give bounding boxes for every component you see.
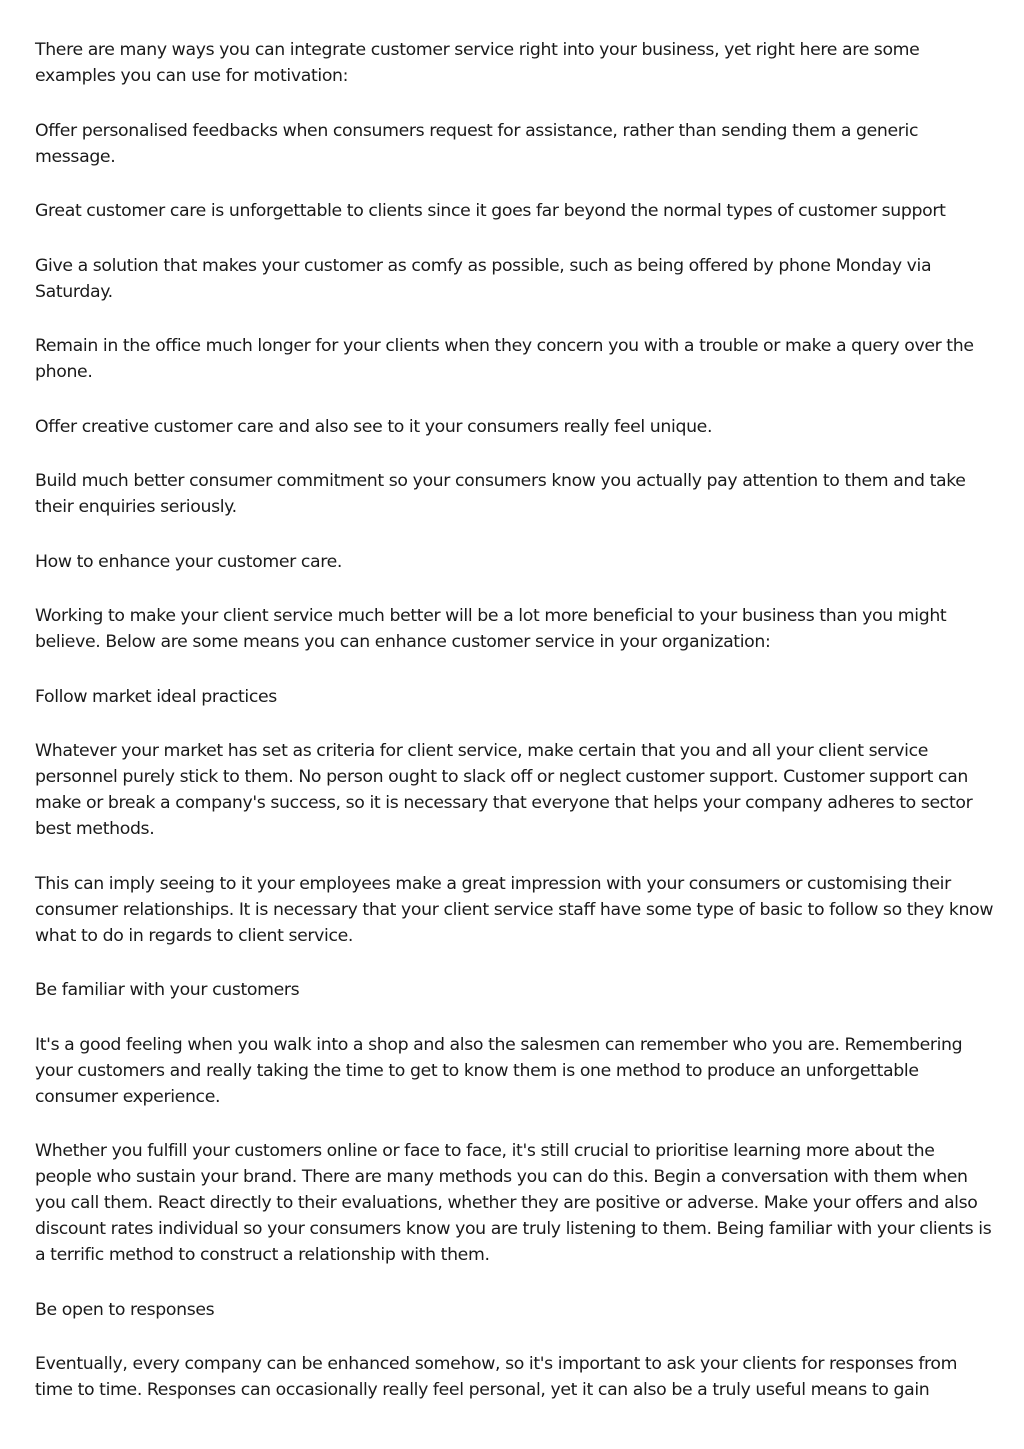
paragraph-great-customer-care: Great customer care is unforgettable to clients since it goes far beyond the normal types of customer support (35, 201, 946, 221)
document-body (35, 37, 995, 1432)
section-heading-open-responses: Be open to responses (35, 1299, 215, 1320)
paragraph-market-criteria: Whatever your market has set as criteria for client service, make certain that you and all your client service personnel purely stick to them. No person ought to slack off or neglect customer support. Customer support can make or break a company's success, so it is necessary that everyone that helps your company adheres to sector best methods. (35, 741, 973, 839)
paragraph-consumer-commitment: Build much better consumer commitment so your consumers know you actually pay attention to them and take their enquiries seriously. (35, 471, 966, 517)
paragraph-good-feeling: It's a good feeling when you walk into a shop and also the salesmen can remember who you are. Remembering your customers and really taking the time to get to know them is one method to produce an unforgettable consumer experience. (35, 1034, 963, 1107)
paragraph-personalised-feedback: Offer personalised feedbacks when consumers request for assistance, rather than sending them a generic message. (35, 120, 919, 167)
section-heading-best-practices: Follow market ideal practices (35, 686, 277, 707)
paragraph-ask-for-responses: Eventually, every company can be enhanced somehow, so it's important to ask your clients for responses from time to time. Responses can occasionally really feel personal, yet it can also be a truly useful means to gain (35, 1354, 958, 1400)
paragraph-working-better: Working to make your client service much better will be a lot more beneficial to your business than you might believe. Below are some means you can enhance customer service in your organization: (35, 606, 947, 652)
paragraph-creative-care: Offer creative customer care and also see to it your consumers really feel unique. (35, 416, 713, 437)
paragraph-intro: There are many ways you can integrate customer service right into your business, yet right here are some examples you can use for motivation: (35, 40, 920, 86)
paragraph-remain-in-office: Remain in the office much longer for your clients when they concern you with a trouble or make a query over the phone. (35, 336, 974, 382)
section-heading-know-customers: Be familiar with your customers (35, 980, 300, 1000)
paragraph-comfy-solution: Give a solution that makes your customer as comfy as possible, such as being offered by phone Monday via Saturday. (35, 255, 932, 302)
paragraph-online-or-face: Whether you fulfill your customers online or face to face, it's still crucial to prioritise learning more about the people who sustain your brand. There are many methods you can do this. Begin a conversation with them when you call them. React directly to their evaluations, whether they are positive or adverse. Make your offers and also discount rates individual so your consumers know you are truly listening to them. Being familiar with your clients is a terrific method to construct a relationship with them. (35, 1141, 992, 1265)
paragraph-great-impression: This can imply seeing to it your employees make a great impression with your consumers or customising their consumer relationships. It is necessary that your client service staff have some type of basic to follow so they know what to do in regards to client service. (35, 873, 994, 946)
section-heading-enhance-care: How to enhance your customer care. (35, 551, 343, 572)
